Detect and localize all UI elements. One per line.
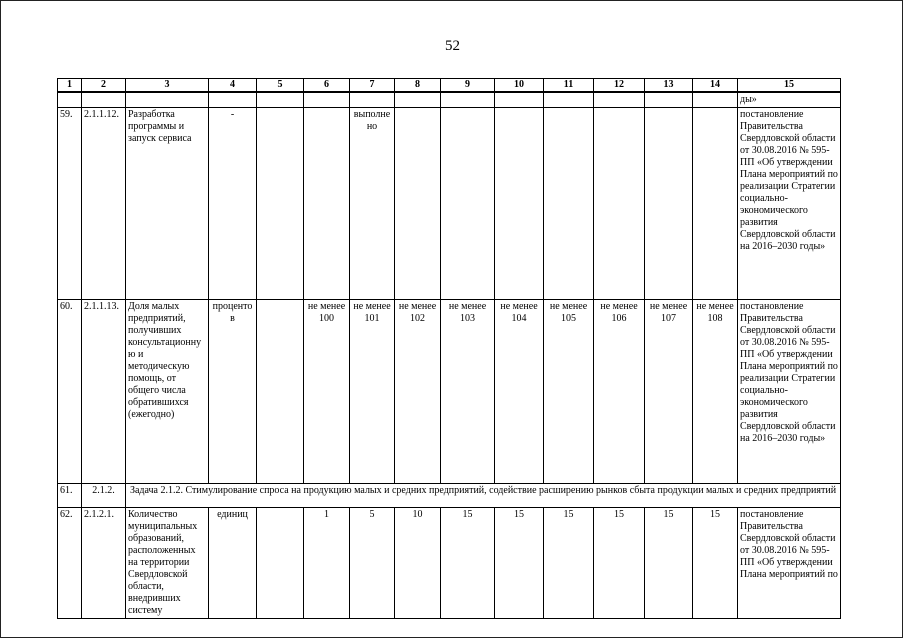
row-name: Количество муниципальных образований, расположенных на территории Свердловской области, внедривших систему [126, 508, 209, 619]
row-unit: - [209, 108, 257, 300]
column-header: 8 [395, 79, 441, 93]
column-header: 6 [304, 79, 350, 93]
row-source: постановление Правительства Свердловской области от 30.08.2016 № 595-ПП «Об утверждении Плана мероприятий по реализации Стратегии социально-экономического развития Свердловской области на 2016–2030 годы» [738, 108, 841, 300]
row-number: 62. [58, 508, 82, 619]
indicators-table [57, 78, 841, 619]
row-code: 2.1.1.13. [82, 300, 126, 484]
row-unit: процентов [209, 300, 257, 484]
row-code: 2.1.2.1. [82, 508, 126, 619]
column-header: 7 [350, 79, 395, 93]
column-header: 9 [441, 79, 495, 93]
row-value: 5 [350, 508, 395, 619]
row-value: не менее 107 [645, 300, 693, 484]
table-row [58, 300, 841, 484]
column-header: 2 [82, 79, 126, 93]
row-value: 15 [645, 508, 693, 619]
table-row [58, 108, 841, 300]
row-value: 15 [693, 508, 738, 619]
row-value: 15 [594, 508, 645, 619]
page-number: 52 [445, 38, 460, 54]
row-value: 10 [395, 508, 441, 619]
column-header: 12 [594, 79, 645, 93]
row-unit: единиц [209, 508, 257, 619]
table-row [58, 508, 841, 619]
column-header: 14 [693, 79, 738, 93]
column-header: 10 [495, 79, 544, 93]
column-header: 1 [58, 79, 82, 93]
row-value: выполнено [350, 108, 395, 300]
row-value: не менее 101 [350, 300, 395, 484]
carryover-text: ды» [738, 92, 841, 108]
column-header: 5 [257, 79, 304, 93]
row-value: не менее 100 [304, 300, 350, 484]
row-code: 2.1.2. [82, 484, 126, 508]
row-value: 15 [544, 508, 594, 619]
row-value: 15 [495, 508, 544, 619]
task-row [58, 484, 841, 508]
row-number: 61. [58, 484, 82, 508]
row-number: 59. [58, 108, 82, 300]
row-value: 1 [304, 508, 350, 619]
row-value: не менее 105 [544, 300, 594, 484]
row-value: не менее 103 [441, 300, 495, 484]
row-number: 60. [58, 300, 82, 484]
table-header-row [58, 79, 841, 93]
column-header: 13 [645, 79, 693, 93]
column-header: 11 [544, 79, 594, 93]
column-header: 3 [126, 79, 209, 93]
column-header: 4 [209, 79, 257, 93]
row-name: Доля малых предприятий, получивших консультационную и методическую помощь, от общего числа обратившихся (ежегодно) [126, 300, 209, 484]
row-name: Разработка программы и запуск сервиса [126, 108, 209, 300]
task-title: Задача 2.1.2. Стимулирование спроса на продукцию малых и средних предприятий, содействие расширению рынков сбыта продукции малых и средних предприятий [126, 484, 841, 508]
row-value: не менее 102 [395, 300, 441, 484]
row-value: не менее 104 [495, 300, 544, 484]
carryover-row [58, 92, 841, 108]
row-code: 2.1.1.12. [82, 108, 126, 300]
row-source: постановление Правительства Свердловской области от 30.08.2016 № 595-ПП «Об утверждении Плана мероприятий по реализации Стратегии социально-экономического развития Свердловской области на 2016–2030 годы» [738, 300, 841, 484]
row-value: 15 [441, 508, 495, 619]
row-source: постановление Правительства Свердловской области от 30.08.2016 № 595-ПП «Об утверждении Плана мероприятий по [738, 508, 841, 619]
column-header: 15 [738, 79, 841, 93]
row-value: не менее 108 [693, 300, 738, 484]
row-value: не менее 106 [594, 300, 645, 484]
